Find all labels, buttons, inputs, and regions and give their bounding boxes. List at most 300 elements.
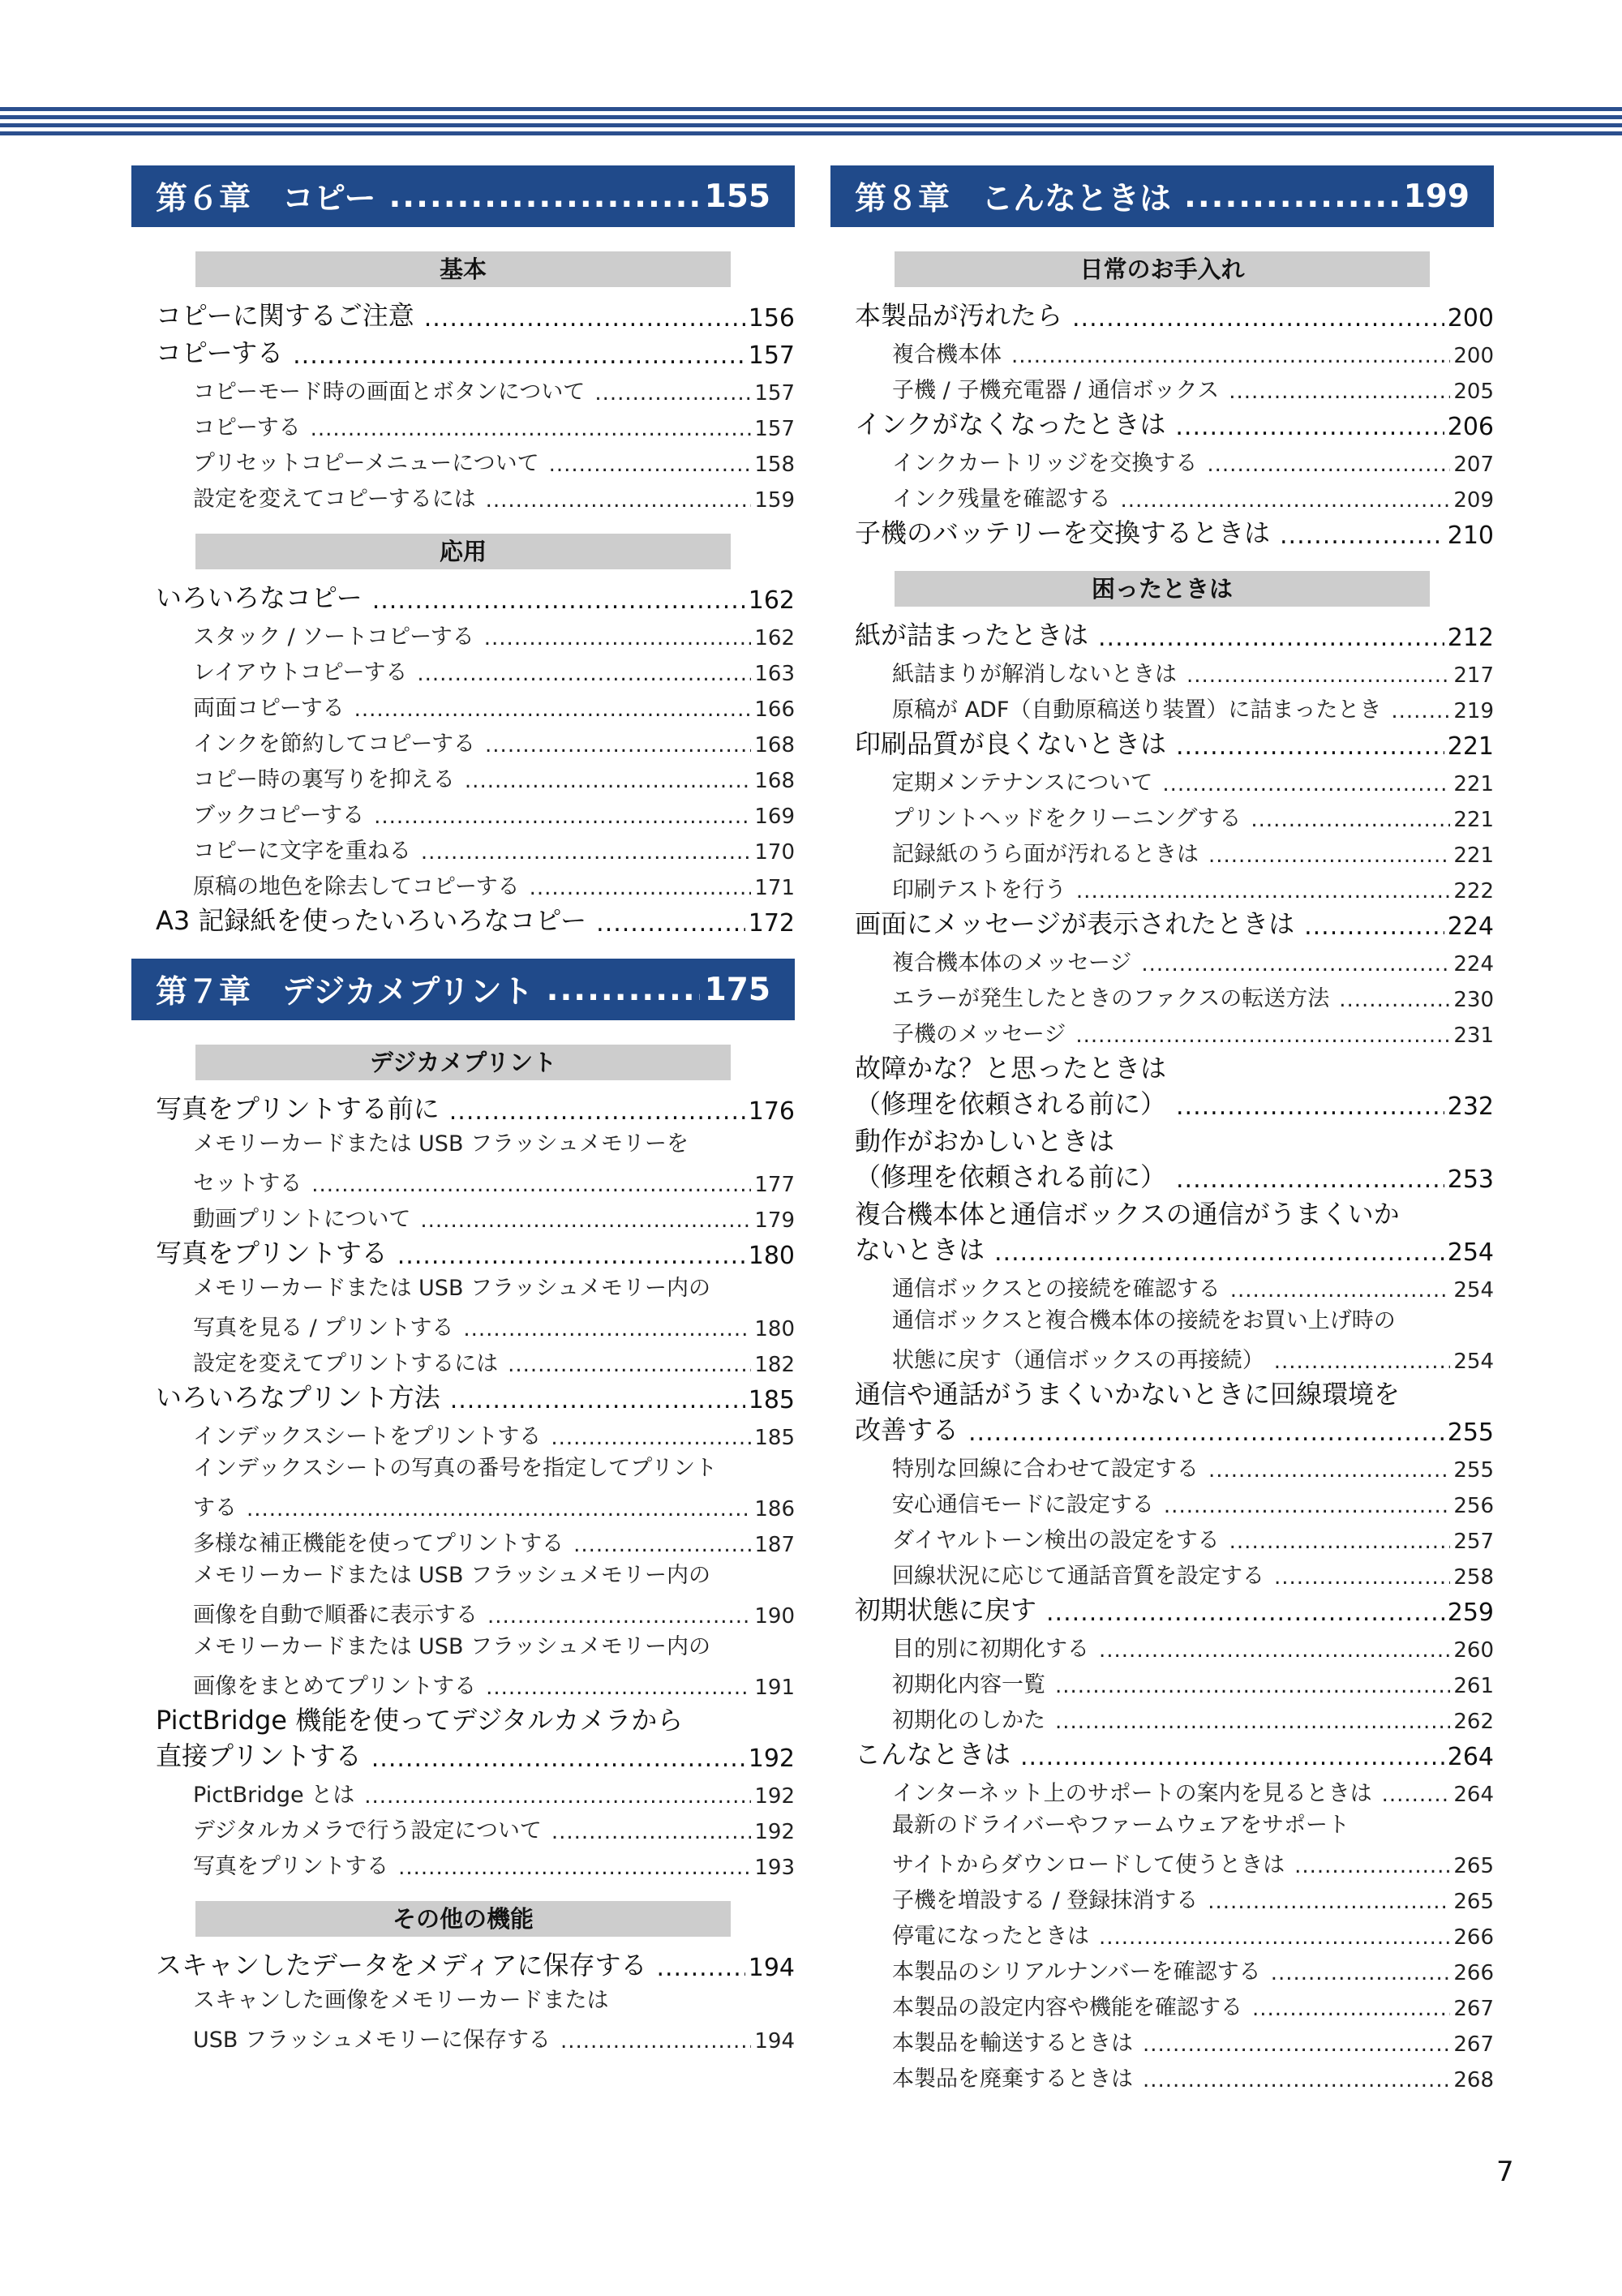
toc-subentry[interactable]: [131, 829, 795, 865]
entry-title: 子機のバッテリーを交換するときは: [855, 517, 1271, 548]
entry-page: 172: [748, 909, 795, 938]
entry-title: 本製品を廃棄するときは: [892, 2066, 1133, 2092]
entry-page: 159: [754, 488, 795, 513]
entry-page: 254: [1447, 1238, 1494, 1267]
entry-page: 266: [1453, 1925, 1494, 1950]
entry-leader: [417, 662, 751, 686]
entry-title: A3 記録紙を使ったいろいろなコピー: [156, 905, 587, 936]
section-spacer: [131, 1880, 795, 1901]
entry-page: 163: [754, 662, 795, 686]
toc-entry[interactable]: [830, 404, 1494, 441]
toc-subentry[interactable]: [131, 686, 795, 722]
toc-entry[interactable]: [131, 577, 795, 615]
entry-page: 254: [1453, 1350, 1494, 1374]
entry-title: 設定を変えてコピーするには: [193, 487, 476, 512]
entry-leader: [465, 769, 751, 793]
entry-title: スタック / ソートコピーする: [193, 624, 474, 650]
toc-entry-line1[interactable]: メモリーカードまたは USB フラッシュメモリー内の: [193, 1276, 710, 1301]
toc-subentry[interactable]: [830, 1554, 1494, 1590]
toc-entry[interactable]: [131, 1945, 795, 1982]
entry-leader: [1175, 413, 1444, 441]
entry-leader: [508, 1353, 751, 1377]
toc-entry-line1[interactable]: 複合機本体と通信ボックスの通信がうまくいか: [855, 1199, 1400, 1230]
toc-entry[interactable]: [830, 513, 1494, 550]
toc-subentry[interactable]: [131, 441, 795, 477]
entry-leader: [594, 381, 751, 406]
entry-page: 168: [754, 769, 795, 793]
entry-title: 特別な回線に合わせて設定する: [892, 1457, 1199, 1482]
toc-subentry[interactable]: [830, 1914, 1494, 1950]
entry-page: 264: [1447, 1743, 1494, 1771]
toc-subentry[interactable]: [131, 1844, 795, 1880]
entry-leader: [573, 1533, 751, 1557]
entry-page: 162: [748, 586, 795, 615]
entry-leader: [1162, 772, 1450, 796]
entry-page: 170: [754, 840, 795, 865]
entry-page: 266: [1453, 1961, 1494, 1985]
entry-title: 紙が詰まったときは: [855, 620, 1089, 650]
toc-subentry[interactable]: [830, 477, 1494, 513]
entry-title: 写真をプリントする前に: [156, 1093, 440, 1124]
entry-page: 221: [1453, 808, 1494, 832]
entry-title: 原稿が ADF（自動原稿送り装置）に詰まったとき: [892, 697, 1382, 723]
entry-title: インターネット上のサポートの案内を見るときは: [892, 1781, 1372, 1806]
entry-title: 子機 / 子機充電器 / 通信ボックス: [892, 378, 1220, 403]
entry-page: 257: [1453, 1530, 1494, 1554]
toc-entry[interactable]: [830, 1084, 1494, 1121]
chapter-title: 第８章 こんなときは: [855, 181, 1172, 217]
section-heading: 応用: [195, 534, 731, 569]
entry-title: 多様な補正機能を使ってプリントする: [193, 1531, 564, 1556]
entry-title: 状態に戻す（通信ボックスの再接続）: [892, 1348, 1264, 1373]
entry-page: 168: [754, 733, 795, 757]
entry-leader: [1141, 952, 1450, 976]
entry-leader: [530, 876, 752, 900]
toc-subentry[interactable]: [131, 1593, 795, 1629]
entry-page: 157: [754, 381, 795, 406]
entry-title: 初期化のしかた: [892, 1708, 1045, 1733]
entry-page: 194: [748, 1954, 795, 1982]
entry-leader: [311, 417, 752, 441]
toc-entry[interactable]: [131, 1377, 795, 1414]
entry-leader: [968, 1418, 1444, 1447]
entry-leader: [1208, 1890, 1450, 1914]
toc-subentry[interactable]: [830, 976, 1494, 1012]
entry-title: コピーする: [193, 415, 301, 440]
entry-title: プリセットコピーメニューについて: [193, 451, 539, 476]
section-heading: デジカメプリント: [195, 1045, 731, 1080]
entry-title: 本製品が汚れたら: [855, 300, 1063, 331]
entry-page: 192: [754, 1784, 795, 1809]
toc-entry[interactable]: [830, 723, 1494, 761]
toc-subentry[interactable]: [830, 868, 1494, 903]
entry-page: 200: [1453, 344, 1494, 368]
entry-page: 182: [754, 1353, 795, 1377]
entry-leader: [1099, 1925, 1450, 1950]
entry-title: する: [193, 1496, 237, 1521]
chapter-title: 第６章 コピー: [156, 181, 376, 217]
toc-subentry[interactable]: [131, 793, 795, 829]
entry-page: 156: [748, 304, 795, 333]
entry-page: 187: [754, 1533, 795, 1557]
entry-page: 217: [1453, 663, 1494, 688]
entry-page: 166: [754, 697, 795, 722]
toc-subentry[interactable]: [131, 865, 795, 900]
chapter-page: 155: [704, 178, 770, 215]
entry-leader: [463, 1317, 751, 1341]
entry-page: 253: [1447, 1165, 1494, 1194]
entry-title: デジタルカメラで行う設定について: [193, 1818, 542, 1843]
toc-entry-line1[interactable]: メモリーカードまたは USB フラッシュメモリー内の: [193, 1634, 710, 1659]
entry-page: 258: [1453, 1565, 1494, 1590]
entry-page: 200: [1447, 304, 1494, 333]
toc-entry-line1[interactable]: PictBridge 機能を使ってデジタルカメラから: [156, 1705, 684, 1736]
toc-subentry[interactable]: [131, 757, 795, 793]
entry-page: 162: [754, 626, 795, 650]
toc-entry-line1[interactable]: スキャンした画像をメモリーカードまたは: [193, 1988, 609, 2013]
entry-page: 158: [754, 453, 795, 477]
entry-leader: [449, 1097, 745, 1126]
entry-page: 261: [1453, 1674, 1494, 1698]
entry-leader: [596, 909, 745, 938]
toc-column-right: [830, 165, 1494, 2092]
toc-entry-line1[interactable]: メモリーカードまたは USB フラッシュメモリー内の: [193, 1563, 710, 1588]
entry-page: 259: [1447, 1599, 1494, 1627]
toc-entry-line1[interactable]: 動作がおかしいときは: [855, 1126, 1115, 1157]
entry-page: 221: [1453, 843, 1494, 868]
toc-subentry[interactable]: [131, 615, 795, 650]
entry-page: 224: [1447, 912, 1494, 941]
toc-subentry[interactable]: [830, 333, 1494, 368]
entry-title: 本製品のシリアルナンバーを確認する: [892, 1959, 1261, 1985]
toc-subentry[interactable]: [131, 2018, 795, 2054]
entry-page: 224: [1453, 952, 1494, 976]
entry-title: 両面コピーする: [193, 696, 345, 721]
toc-entry[interactable]: [830, 1590, 1494, 1627]
entry-leader: [364, 1784, 751, 1809]
entry-leader: [424, 304, 745, 333]
entry-leader: [1164, 1494, 1450, 1518]
chapter-heading[interactable]: [830, 165, 1494, 227]
toc-subentry[interactable]: [830, 1012, 1494, 1048]
entry-title: いろいろなプリント方法: [156, 1382, 440, 1413]
toc-entry[interactable]: [131, 900, 795, 938]
entry-leader: [560, 2029, 751, 2054]
toc-entry[interactable]: [830, 1410, 1494, 1447]
toc-entry-line1[interactable]: 故障かな？と思ったときは: [855, 1053, 1167, 1084]
entry-title: コピーに文字を重ねる: [193, 839, 411, 864]
entry-leader: [420, 1208, 751, 1233]
entry-leader: [485, 733, 751, 757]
entry-title: 改善する: [855, 1414, 959, 1445]
toc-entry[interactable]: [131, 1233, 795, 1270]
toc-subentry[interactable]: [131, 1161, 795, 1197]
entry-leader: [354, 697, 752, 722]
entry-title: 記録紙のうら面が汚れるときは: [892, 842, 1199, 867]
toc-subentry[interactable]: [830, 1627, 1494, 1663]
entry-title: セットする: [193, 1171, 303, 1196]
entry-leader: [1046, 1599, 1444, 1627]
toc-entry-line1[interactable]: 最新のドライバーやファームウェアをサポート: [892, 1813, 1350, 1838]
toc-subentry[interactable]: [131, 406, 795, 441]
entry-title: （修理を依頼される前に）: [855, 1161, 1167, 1192]
entry-page: 209: [1453, 488, 1494, 513]
entry-leader: [293, 341, 745, 370]
entry-title: プリントヘッドをクリーニングする: [892, 806, 1242, 831]
entry-leader: [1339, 988, 1450, 1012]
toc-subentry[interactable]: [830, 368, 1494, 404]
section-spacer: [131, 513, 795, 534]
toc-subentry[interactable]: [131, 1486, 795, 1521]
entry-leader: [1143, 2068, 1450, 2092]
toc-subentry[interactable]: [131, 1414, 795, 1450]
entry-page: 179: [754, 1208, 795, 1233]
entry-page: 255: [1453, 1458, 1494, 1483]
entry-title: コピーモード時の画面とボタンについて: [193, 380, 586, 405]
toc-entry[interactable]: [131, 1736, 795, 1773]
entry-title: 複合機本体: [892, 342, 1002, 367]
toc-subentry[interactable]: [830, 441, 1494, 477]
toc-subentry[interactable]: [830, 1267, 1494, 1302]
entry-page: 255: [1447, 1418, 1494, 1447]
entry-leader: [1274, 1565, 1450, 1590]
entry-title: 画像をまとめてプリントする: [193, 1674, 477, 1699]
entry-title: USB フラッシュメモリーに保存する: [193, 2028, 551, 2053]
toc-entry[interactable]: [830, 903, 1494, 941]
entry-page: 267: [1453, 1997, 1494, 2021]
section-heading: 困ったときは: [895, 571, 1430, 607]
entry-leader: [1176, 1165, 1444, 1194]
chapter-page: 199: [1403, 178, 1470, 215]
toc-subentry[interactable]: [830, 1950, 1494, 1985]
toc-subentry[interactable]: [830, 2057, 1494, 2092]
entry-title: 子機を増設する / 登録抹消する: [892, 1888, 1199, 1913]
toc-subentry[interactable]: [830, 1663, 1494, 1698]
toc-entry-line1[interactable]: インデックスシートの写真の番号を指定してプリント: [193, 1456, 718, 1481]
entry-page: 169: [754, 805, 795, 829]
entry-title: インク残量を確認する: [892, 487, 1111, 512]
chapter-page: 175: [704, 971, 770, 1008]
toc-subentry[interactable]: [131, 1809, 795, 1844]
toc-entry-line1[interactable]: 通信や通話がうまくいかないときに回線環境を: [855, 1379, 1401, 1410]
toc-subentry[interactable]: [131, 722, 795, 757]
entry-page: 207: [1453, 453, 1494, 477]
entry-leader: [1207, 453, 1450, 477]
entry-page: 232: [1447, 1092, 1494, 1121]
entry-title: 本製品の設定内容や機能を確認する: [892, 1995, 1242, 2020]
entry-page: 185: [748, 1386, 795, 1414]
chapter-spacer: [131, 938, 795, 959]
entry-leader: [1186, 663, 1450, 688]
entry-leader: [1230, 1278, 1451, 1302]
entry-title: ブックコピーする: [193, 803, 365, 828]
entry-leader: [374, 805, 751, 829]
entry-leader: [1208, 843, 1450, 868]
entry-page: 267: [1453, 2032, 1494, 2057]
toc-subentry[interactable]: [830, 1843, 1494, 1878]
toc-subentry[interactable]: [131, 650, 795, 686]
entry-page: 256: [1453, 1494, 1494, 1518]
entry-page: 254: [1453, 1278, 1494, 1302]
toc-subentry[interactable]: [830, 1518, 1494, 1554]
entry-title: エラーが発生したときのファクスの転送方法: [892, 986, 1330, 1011]
toc-subentry[interactable]: [830, 1338, 1494, 1374]
entry-leader: [1099, 1638, 1450, 1663]
entry-title: 複合機本体のメッセージ: [892, 951, 1132, 976]
toc-subentry[interactable]: [131, 370, 795, 406]
entry-title: 目的別に初期化する: [892, 1637, 1089, 1662]
entry-page: 193: [754, 1856, 795, 1880]
toc-subentry[interactable]: [131, 1773, 795, 1809]
section-spacer: [830, 550, 1494, 571]
entry-page: 205: [1453, 380, 1494, 404]
toc-entry[interactable]: [131, 295, 795, 333]
entry-leader: [450, 1386, 745, 1414]
toc-column-left: [131, 165, 795, 2054]
entry-page: 219: [1453, 699, 1494, 723]
entry-page: 185: [754, 1426, 795, 1450]
entry-page: 192: [748, 1745, 795, 1773]
entry-title: いろいろなコピー: [156, 582, 363, 613]
entry-page: 180: [754, 1317, 795, 1341]
entry-leader: [1055, 1710, 1450, 1734]
entry-title: 設定を変えてプリントするには: [193, 1351, 499, 1376]
entry-title: 印刷品質が良くないときは: [855, 728, 1167, 759]
entry-leader: [551, 1820, 752, 1844]
toc-subentry[interactable]: [830, 688, 1494, 723]
toc-subentry[interactable]: [830, 652, 1494, 688]
toc-subentry[interactable]: [830, 941, 1494, 976]
chapter-leader: [547, 972, 700, 1008]
toc-entry-line1[interactable]: 通信ボックスと複合機本体の接続をお買い上げ時の: [892, 1308, 1396, 1333]
section-heading: その他の機能: [195, 1901, 731, 1937]
toc-subentry[interactable]: [830, 1698, 1494, 1734]
entry-title: 画像を自動で順番に表示する: [193, 1603, 478, 1628]
entry-leader: [1382, 1783, 1451, 1807]
entry-leader: [1391, 699, 1450, 723]
entry-leader: [247, 1497, 751, 1521]
entry-title: 安心通信モードに設定する: [892, 1492, 1154, 1517]
toc-subentry[interactable]: [830, 796, 1494, 832]
chapter-leader: [388, 178, 699, 215]
entry-title: 通信ボックスとの接続を確認する: [892, 1277, 1221, 1302]
entry-title: ないときは: [855, 1234, 985, 1265]
entry-title: 回線状況に応じて通話音質を設定する: [892, 1564, 1264, 1589]
entry-leader: [372, 586, 745, 615]
entry-leader: [1098, 624, 1444, 652]
entry-title: インデックスシートをプリントする: [193, 1424, 542, 1449]
entry-leader: [486, 488, 752, 513]
entry-leader: [1274, 1350, 1451, 1374]
toc-entry[interactable]: [830, 1157, 1494, 1194]
entry-leader: [1055, 1674, 1450, 1698]
toc-subentry[interactable]: [830, 832, 1494, 868]
entry-page: 221: [1453, 772, 1494, 796]
entry-leader: [397, 1242, 745, 1270]
toc-subentry[interactable]: [131, 1521, 795, 1557]
toc-entry[interactable]: [830, 295, 1494, 333]
entry-title: 本製品を輸送するときは: [892, 2031, 1133, 2056]
toc-entry[interactable]: [830, 1230, 1494, 1267]
entry-title: インクがなくなったときは: [855, 409, 1166, 440]
toc-entry[interactable]: [131, 333, 795, 370]
entry-leader: [1280, 521, 1444, 550]
toc-subentry[interactable]: [830, 761, 1494, 796]
entry-title: 動画プリントについて: [193, 1207, 411, 1232]
entry-leader: [1229, 380, 1450, 404]
toc-entry[interactable]: [830, 615, 1494, 652]
toc-subentry[interactable]: [830, 2021, 1494, 2057]
entry-page: 157: [754, 417, 795, 441]
entry-leader: [549, 453, 752, 477]
entry-page: 260: [1453, 1638, 1494, 1663]
page-number: 7: [1496, 2156, 1514, 2188]
entry-page: 265: [1453, 1854, 1494, 1878]
entry-leader: [1271, 1961, 1451, 1985]
entry-title: 画面にメッセージが表示されたときは: [855, 908, 1295, 939]
entry-title: 停電になったときは: [892, 1924, 1089, 1949]
entry-leader: [1294, 1854, 1450, 1878]
toc-entry[interactable]: [131, 1088, 795, 1126]
entry-leader: [421, 840, 751, 865]
toc-subentry[interactable]: [131, 1664, 795, 1700]
entry-title: （修理を依頼される前に）: [855, 1088, 1167, 1119]
entry-title: インクカートリッジを交換する: [892, 451, 1198, 476]
entry-leader: [371, 1745, 745, 1773]
chapter-heading[interactable]: [131, 165, 795, 227]
entry-leader: [1072, 304, 1444, 333]
toc-subentry[interactable]: [131, 1197, 795, 1233]
toc-subentry[interactable]: [131, 477, 795, 513]
entry-leader: [486, 1676, 751, 1700]
toc-subentry[interactable]: [830, 1447, 1494, 1483]
entry-title: コピーに関するご注意: [156, 300, 414, 331]
entry-leader: [1251, 808, 1450, 832]
entry-page: 206: [1447, 413, 1494, 441]
entry-leader: [1229, 1530, 1451, 1554]
entry-page: 231: [1453, 1024, 1494, 1048]
toc-entry-line1[interactable]: メモリーカードまたは USB フラッシュメモリーを: [193, 1131, 689, 1157]
entry-leader: [1020, 1743, 1444, 1771]
entry-title: ダイヤルトーン検出の設定をする: [892, 1528, 1220, 1553]
toc-subentry[interactable]: [830, 1878, 1494, 1914]
entry-title: 原稿の地色を除去してコピーする: [193, 874, 520, 899]
chapter-heading[interactable]: [131, 959, 795, 1020]
entry-page: 177: [754, 1173, 795, 1197]
entry-leader: [1120, 488, 1450, 513]
toc-entry[interactable]: [830, 1734, 1494, 1771]
toc-subentry[interactable]: [131, 1306, 795, 1341]
entry-leader: [1011, 344, 1450, 368]
entry-leader: [1208, 1458, 1450, 1483]
entry-title: こんなときは: [855, 1739, 1011, 1770]
entry-title: 紙詰まりが解消しないときは: [892, 662, 1177, 687]
toc-subentry[interactable]: [131, 1341, 795, 1377]
entry-leader: [1252, 1997, 1450, 2021]
entry-leader: [1075, 1024, 1450, 1048]
entry-page: 194: [754, 2029, 795, 2054]
chapter-leader: [1184, 178, 1399, 215]
entry-page: 176: [748, 1097, 795, 1126]
entry-page: 157: [748, 341, 795, 370]
toc-subentry[interactable]: [830, 1985, 1494, 2021]
entry-title: 印刷テストを行う: [892, 878, 1066, 903]
entry-page: 268: [1453, 2068, 1494, 2092]
toc-subentry[interactable]: [830, 1483, 1494, 1518]
entry-page: 192: [754, 1820, 795, 1844]
toc-subentry[interactable]: [830, 1771, 1494, 1807]
entry-page: 210: [1447, 521, 1494, 550]
